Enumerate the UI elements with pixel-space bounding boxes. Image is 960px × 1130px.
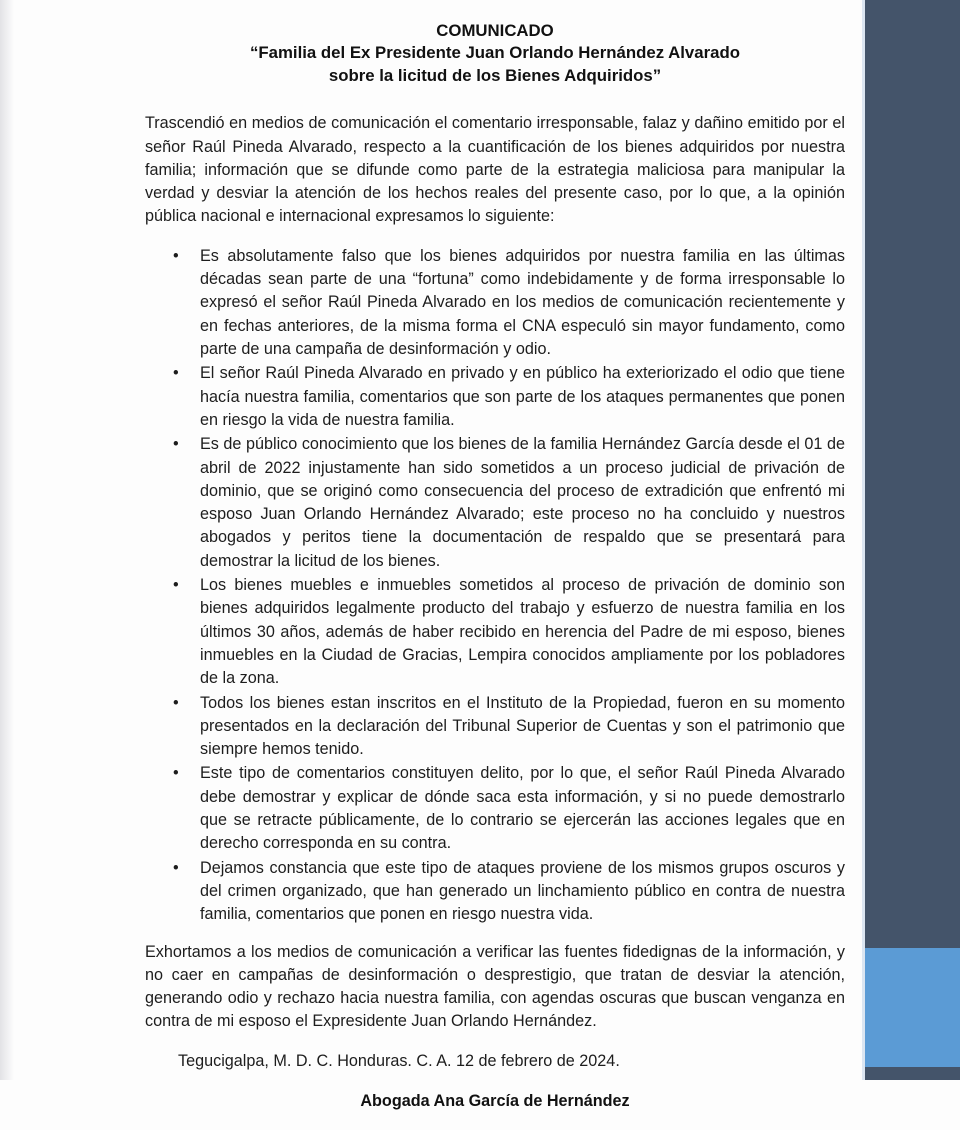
document-subtitle-line2: sobre la licitud de los Bienes Adquiridos” — [328, 65, 662, 85]
document-title: COMUNICADO — [436, 21, 554, 40]
list-item — [145, 857, 845, 927]
document-header — [145, 20, 845, 87]
bullet-list — [145, 245, 845, 927]
bullet-icon: • — [173, 364, 179, 383]
bullet-text: Los bienes muebles e inmuebles sometidos al proceso de privación de dominio son bienes adquiridos legalmente producto del trabajo y esfuerzo de nuestra familia en los últimos 30 años, además de haber recibido en herencia del Padre de mi esposo, bienes inmuebles en la Ciudad de Gracias, Lempira conocidos ampliamente por los pobladores de la zona. — [200, 576, 845, 688]
bullet-icon: • — [173, 576, 179, 595]
document-subtitle-line1: “Familia del Ex Presidente Juan Orlando Hernández Alvarado — [250, 43, 740, 63]
list-item — [145, 574, 845, 690]
list-item — [145, 433, 845, 573]
closing-paragraph: Exhortamos a los medios de comunicación a verificar las fuentes fidedignas de la información, y no caer en campañas de desinformación o desprestigio, que tratan de desviar la atención, generando odio y rechazo hacia nuestra familia, con agendas oscuras que buscan venganza en contra de mi esposo el Expresidente Juan Orlando Hernández. — [145, 942, 845, 1031]
page-edge-shadow — [0, 0, 14, 1080]
bullet-icon: • — [173, 858, 179, 877]
list-item — [145, 245, 845, 361]
intro-paragraph: Trascendió en medios de comunicación el comentario irresponsable, falaz y dañino emitido por el señor Raúl Pineda Alvarado, respecto a la cuantificación de los bienes adquiridos por nuestra familia; información que se difunde como parte de la estrategia maliciosa para manipular la verdad y desviar la atención de los hechos reales del presente caso, por lo que, a la opinión pública nacional e internacional expresamos lo siguiente: — [145, 114, 845, 226]
bullet-icon: • — [173, 693, 179, 712]
bullet-text: Es absolutamente falso que los bienes adquiridos por nuestra familia en las últimas décadas sean parte de una “fortuna” como indebidamente y de forma irresponsable lo expresó el señor Raúl Pineda Alvarado en los medios de comunicación recientemente y en fechas anteriores, de la misma forma el CNA especuló sin mayor fundamento, como parte de una campaña de desinformación y odio. — [200, 246, 845, 359]
right-accent-strip — [862, 0, 960, 1080]
bullet-text: El señor Raúl Pineda Alvarado en privado y en público ha exteriorizado el odio que tiene hacía nuestra familia, comentarios que son parte de los ataques permanentes que ponen en riesgo la vida de nuestra familia. — [200, 364, 845, 429]
bullet-icon: • — [173, 435, 179, 454]
list-item — [145, 692, 845, 762]
bullet-text: Es de público conocimiento que los bienes de la familia Hernández García desde el 01 de abril de 2022 injustamente han sido sometidos a un proceso judicial de privación de dominio, que se originó como consecuencia del proceso de extradición que enfrentó mi esposo Juan Orlando Hernández Alvarado; este proceso no ha concluido y nuestros abogados y peritos tiene la documentación de respaldo que se presentará para demostrar la licitud de los bienes. — [200, 435, 845, 570]
list-item — [145, 362, 845, 432]
list-item — [145, 762, 845, 855]
signature-name: Abogada Ana García de Hernández — [360, 1092, 630, 1111]
bullet-text: Dejamos constancia que este tipo de ataques proviene de los mismos grupos oscuros y del crimen organizado, que han generado un linchamiento público en contra de nuestra familia, comentarios que ponen en riesgo nuestra vida. — [200, 858, 845, 924]
document-body — [145, 0, 845, 1130]
right-accent-blue-block — [865, 948, 960, 1067]
bullet-text: Todos los bienes estan inscritos en el Instituto de la Propiedad, fueron en su momento presentados en la declaración del Tribunal Superior de Cuentas y son el patrimonio que siempre hemos tenido. — [200, 693, 845, 759]
bullet-text: Este tipo de comentarios constituyen delito, por lo que, el señor Raúl Pineda Alvarado debe demostrar y explicar de dónde saca esta información, y si no puede demostrarlo que se retracte públicamente, de lo contrario se ejercerán las acciones legales que en derecho corresponda en su contra. — [200, 764, 845, 853]
bullet-icon: • — [173, 246, 179, 265]
bullet-icon: • — [173, 764, 179, 783]
dateline: Tegucigalpa, M. D. C. Honduras. C. A. 12 de febrero de 2024. — [178, 1051, 620, 1070]
